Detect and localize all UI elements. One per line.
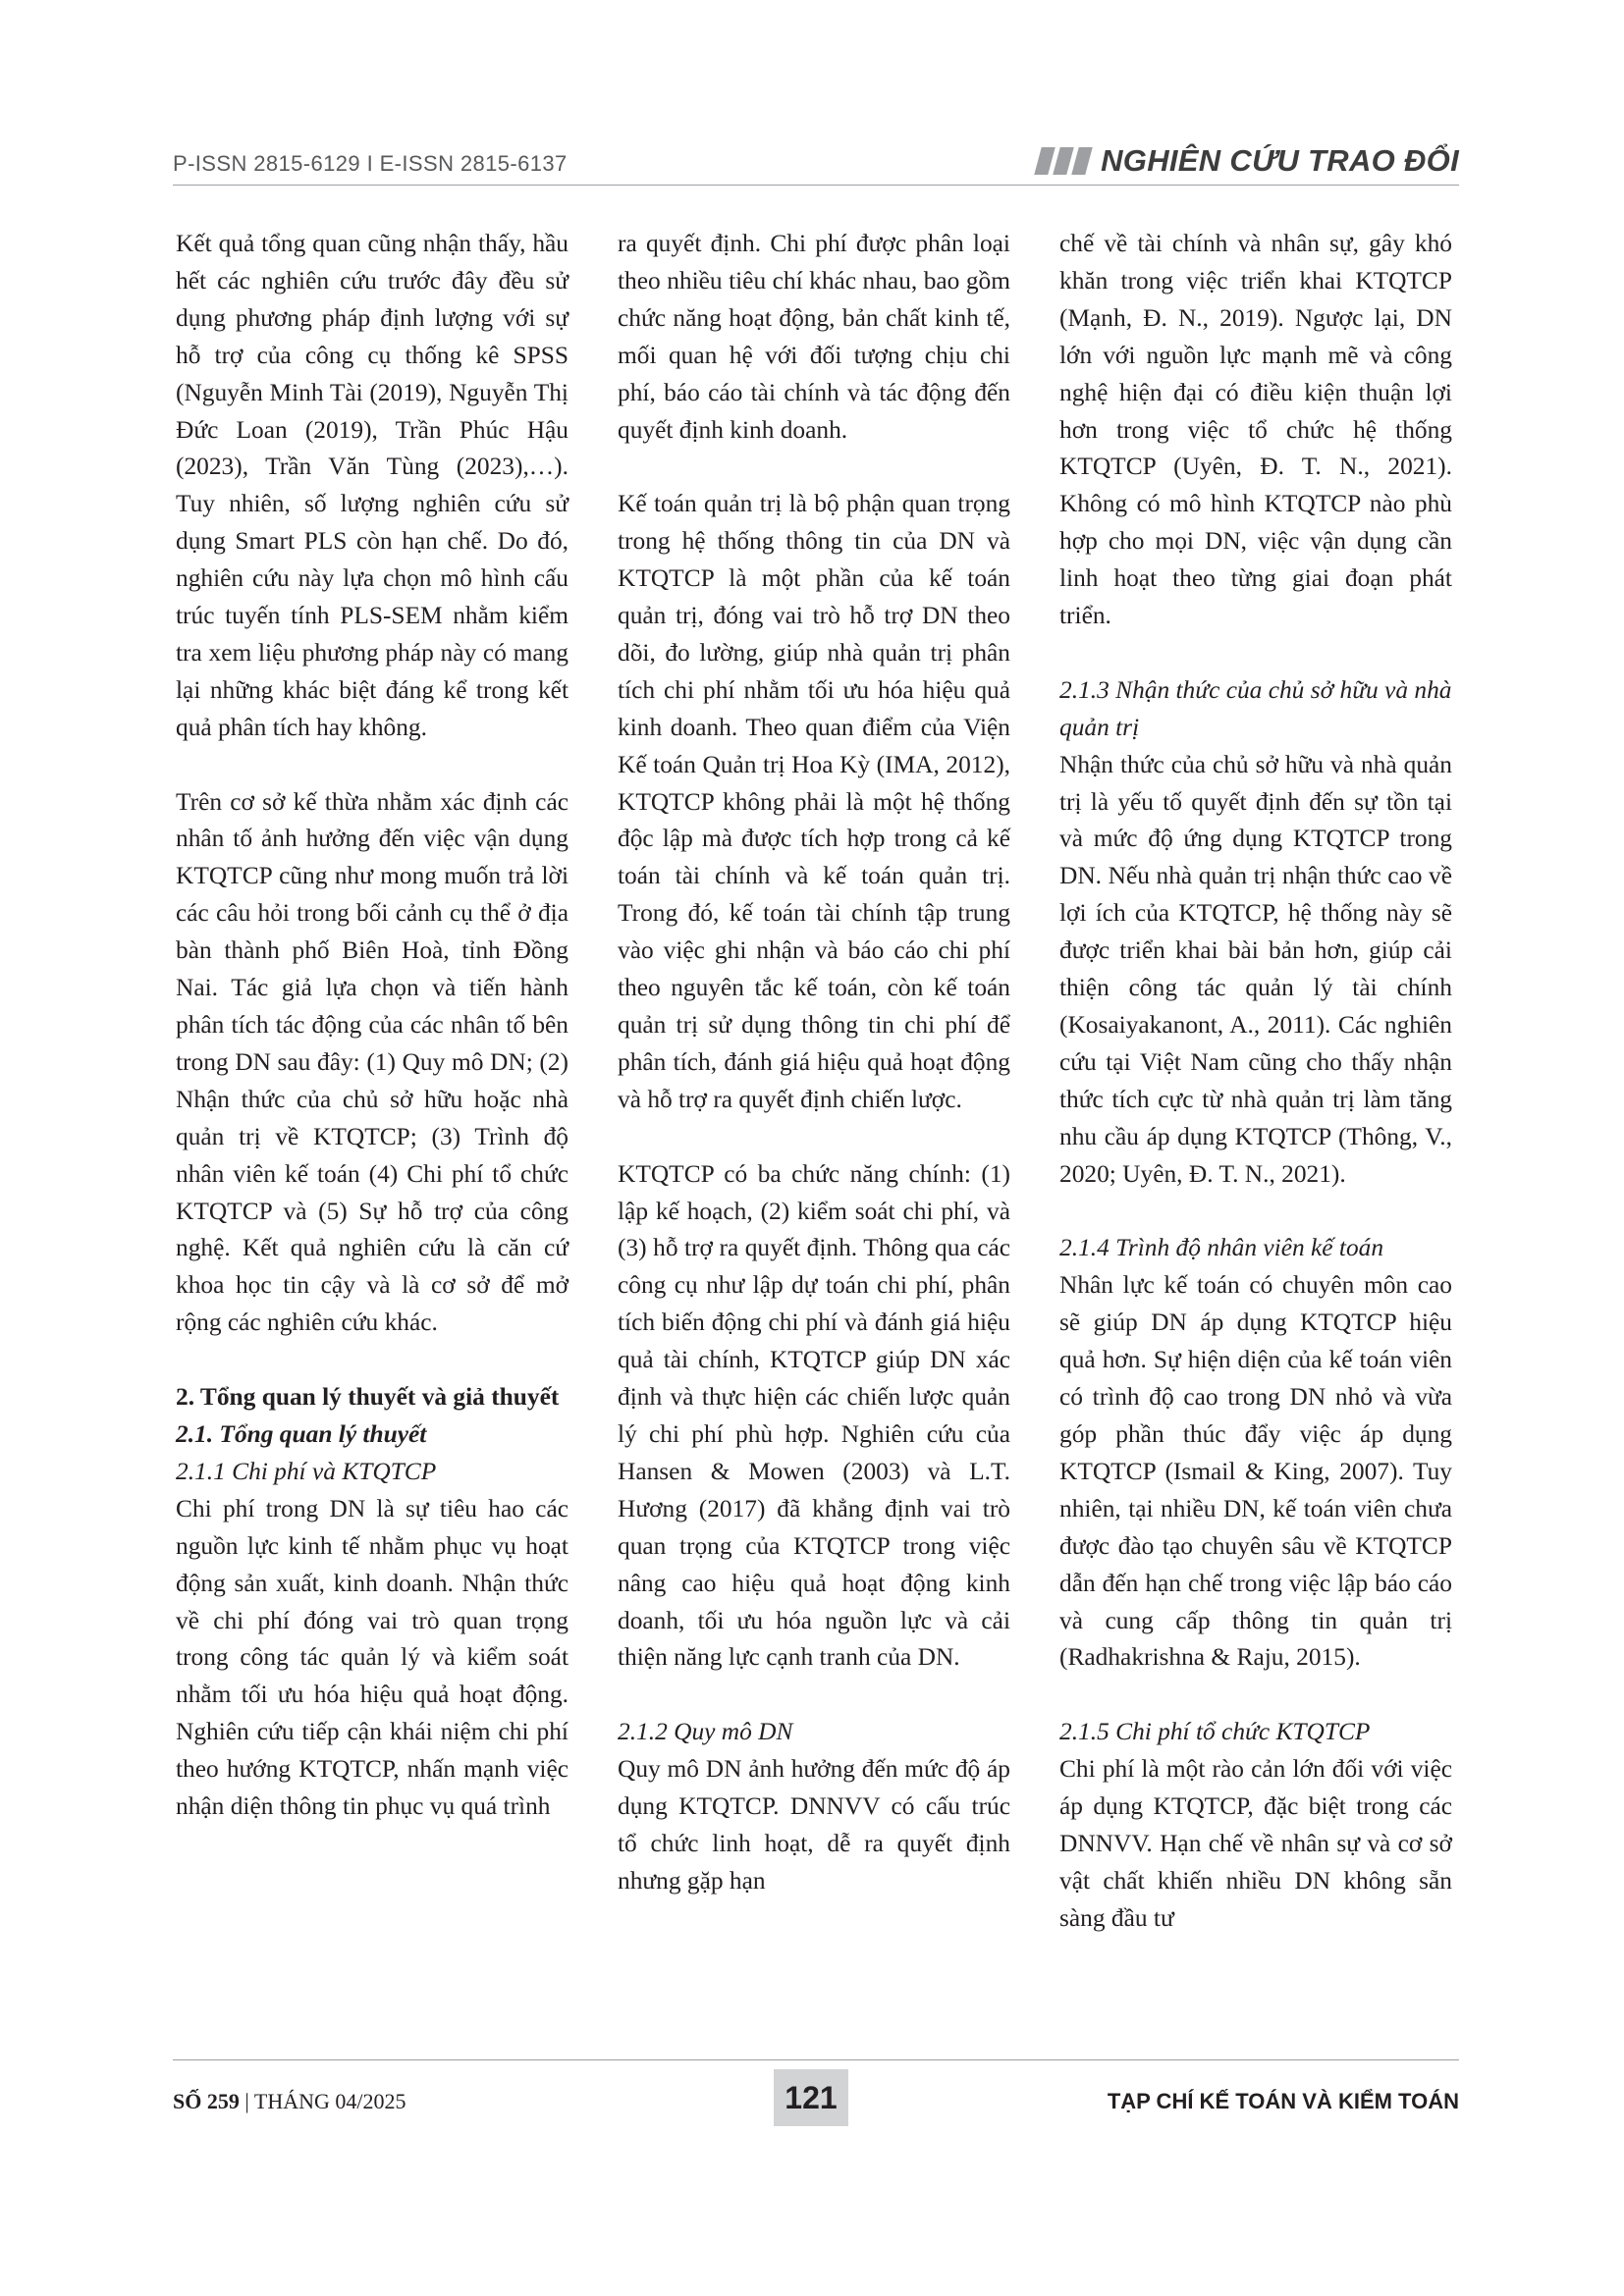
column-2 [618,226,1010,1900]
issue-separator: | [239,2089,254,2113]
paragraph: Kế toán quản trị là bộ phận quan trọng trong hệ thống thông tin của DN và KTQTCP là một phần của kế toán quản trị, đóng vai trò hỗ trợ DN theo dõi, đo lường, giúp nhà quản trị phân tích chi phí nhằm tối ưu hóa hiệu quả kinh doanh. Theo quan điểm của Viện Kế toán Quản trị Hoa Kỳ (IMA, 2012), KTQTCP không phải là một hệ thống độc lập mà được tích hợp trong cả kế toán tài chính và kế toán quản trị. Trong đó, kế toán tài chính tập trung vào việc ghi nhận và báo cáo chi phí theo nguyên tắc kế toán, còn kế toán quản trị sử dụng thông tin chi phí để phân tích, đánh giá hiệu quả hoạt động và hỗ trợ ra quyết định chiến lược. [618,490,1010,1113]
issn-header: P-ISSN 2815-6129 I E-ISSN 2815-6137 [173,151,568,176]
section-heading: 2. Tổng quan lý thuyết và giả thuyết [176,1383,560,1412]
header-divider [173,185,1459,186]
paragraph: Quy mô DN ảnh hưởng đến mức độ áp dụng KTQTCP. DNNVV có cấu trúc tổ chức linh hoạt, dễ ra quyết định nhưng gặp hạn [618,1755,1010,1895]
subsubsection-heading: 2.1.5 Chi phí tổ chức KTQTCP [1059,1718,1371,1746]
section-bars-icon [1038,147,1089,175]
paragraph: KTQTCP có ba chức năng chính: (1) lập kế hoạch, (2) kiểm soát chi phí, và (3) hỗ trợ ra quyết định. Thông qua các công cụ như lập dự toán chi phí, phân tích biến động chi phí và đánh giá hiệu quả tài chính, KTQTCP giúp DN xác định và thực hiện các chiến lược quản lý chi phí phù hợp. Nghiên cứu của Hansen & Mowen (2003) và L.T. Hương (2017) đã khẳng định vai trò quan trọng của KTQTCP trong việc nâng cao hiệu quả hoạt động kinh doanh, tối ưu hóa nguồn lực và cải thiện năng lực cạnh tranh của DN. [618,1159,1010,1672]
journal-name: TẠP CHÍ KẾ TOÁN VÀ KIỂM TOÁN [1107,2089,1459,2113]
page-number-box [774,2069,848,2126]
section-header [1038,143,1459,179]
paragraph: Trên cơ sở kế thừa nhằm xác định các nhân tố ảnh hưởng đến việc vận dụng KTQTCP cũng như mong muốn trả lời các câu hỏi trong bối cảnh cụ thể ở địa bàn thành phố Biên Hoà, tỉnh Đồng Nai. Tác giả lựa chọn và tiến hành phân tích tác động của các nhân tố bên trong DN sau đây: (1) Quy mô DN; (2) Nhận thức của chủ sở hữu hoặc nhà quản trị về KTQTCP; (3) Trình độ nhân viên kế toán (4) Chi phí tổ chức KTQTCP và (5) Sự hỗ trợ của công nghệ. Kết quả nghiên cứu là căn cứ khoa học tin cậy và là cơ sở để mở rộng các nghiên cứu khác. [176,787,568,1337]
subsubsection-heading: 2.1.4 Trình độ nhân viên kế toán [1059,1234,1384,1262]
issue-info [173,2089,406,2114]
column-1 [176,226,568,1826]
subsubsection-heading: 2.1.1 Chi phí và KTQTCP [176,1457,437,1485]
paragraph: chế về tài chính và nhân sự, gây khó khăn trong việc triển khai KTQTCP (Mạnh, Đ. N., 2019). Ngược lại, DN lớn với nguồn lực mạnh mẽ và công nghệ hiện đại có điều kiện thuận lợi hơn trong việc tổ chức hệ thống KTQTCP (Uyên, Đ. T. N., 2021). Không có mô hình KTQTCP nào phù hợp cho mọi DN, việc vận dụng cần linh hoạt theo từng giai đoạn phát triển. [1059,230,1452,630]
column-3 [1059,226,1452,1938]
page-number: 121 [785,2079,838,2115]
paragraph: Chi phí trong DN là sự tiêu hao các nguồn lực kinh tế nhằm phục vụ hoạt động sản xuất, kinh doanh. Nhận thức về chi phí đóng vai trò quan trọng trong công tác quản lý và kiểm soát nhằm tối ưu hóa hiệu quả hoạt động. Nghiên cứu tiếp cận khái niệm chi phí theo hướng KTQTCP, nhấn mạnh việc nhận diện thông tin phục vụ quá trình [176,1494,568,1821]
paragraph: Kết quả tổng quan cũng nhận thấy, hầu hết các nghiên cứu trước đây đều sử dụng phương pháp định lượng với sự hỗ trợ của công cụ thống kê SPSS (Nguyễn Minh Tài (2019), Nguyễn Thị Đức Loan (2019), Trần Phúc Hậu (2023), Trần Văn Tùng (2023),…). Tuy nhiên, số lượng nghiên cứu sử dụng Smart PLS còn hạn chế. Do đó, nghiên cứu này lựa chọn mô hình cấu trúc tuyến tính PLS-SEM nhằm kiểm tra xem liệu phương pháp này có mang lại những khác biệt đáng kể trong kết quả phân tích hay không. [176,230,568,741]
subsubsection-heading: 2.1.2 Quy mô DN [618,1718,793,1746]
paragraph: ra quyết định. Chi phí được phân loại theo nhiều tiêu chí khác nhau, bao gồm chức năng hoạt động, bản chất kinh tế, mối quan hệ với đối tượng chịu chi phí, báo cáo tài chính và tác động đến quyết định kinh doanh. [618,230,1010,444]
paragraph: Nhân lực kế toán có chuyên môn cao sẽ giúp DN áp dụng KTQTCP hiệu quả hơn. Sự hiện diện của kế toán viên có trình độ cao trong DN nhỏ và vừa góp phần thúc đẩy việc áp dụng KTQTCP (Ismail & King, 2007). Tuy nhiên, tại nhiều DN, kế toán viên chưa được đào tạo chuyên sâu về KTQTCP dẫn đến hạn chế trong việc lập báo cáo và cung cấp thông tin quản trị (Radhakrishna & Raju, 2015). [1059,1271,1452,1672]
issue-month: THÁNG 04/2025 [253,2089,406,2113]
section-label: NGHIÊN CỨU TRAO ĐỔI [1101,143,1459,178]
subsection-heading: 2.1. Tổng quan lý thuyết [176,1419,427,1448]
subsubsection-heading: 2.1.3 Nhận thức của chủ sở hữu và nhà quản trị [1059,675,1452,741]
issue-number: SỐ 259 [173,2089,240,2113]
paragraph: Nhận thức của chủ sở hữu và nhà quản trị là yếu tố quyết định đến sự tồn tại và mức độ ứng dụng KTQTCP trong DN. Nếu nhà quản trị nhận thức cao về lợi ích của KTQTCP, hệ thống này sẽ được triển khai bài bản hơn, giúp cải thiện công tác quản lý tài chính (Kosaiyakanont, A., 2011). Các nghiên cứu tại Việt Nam cũng cho thấy nhận thức tích cực từ nhà quản trị làm tăng nhu cầu áp dụng KTQTCP (Thông, V., 2020; Uyên, Đ. T. N., 2021). [1059,750,1452,1188]
paragraph: Chi phí là một rào cản lớn đối với việc áp dụng KTQTCP, đặc biệt trong các DNNVV. Hạn chế về nhân sự và cơ sở vật chất khiến nhiều DN không sẵn sàng đầu tư [1059,1755,1452,1932]
footer-divider [173,2059,1459,2060]
